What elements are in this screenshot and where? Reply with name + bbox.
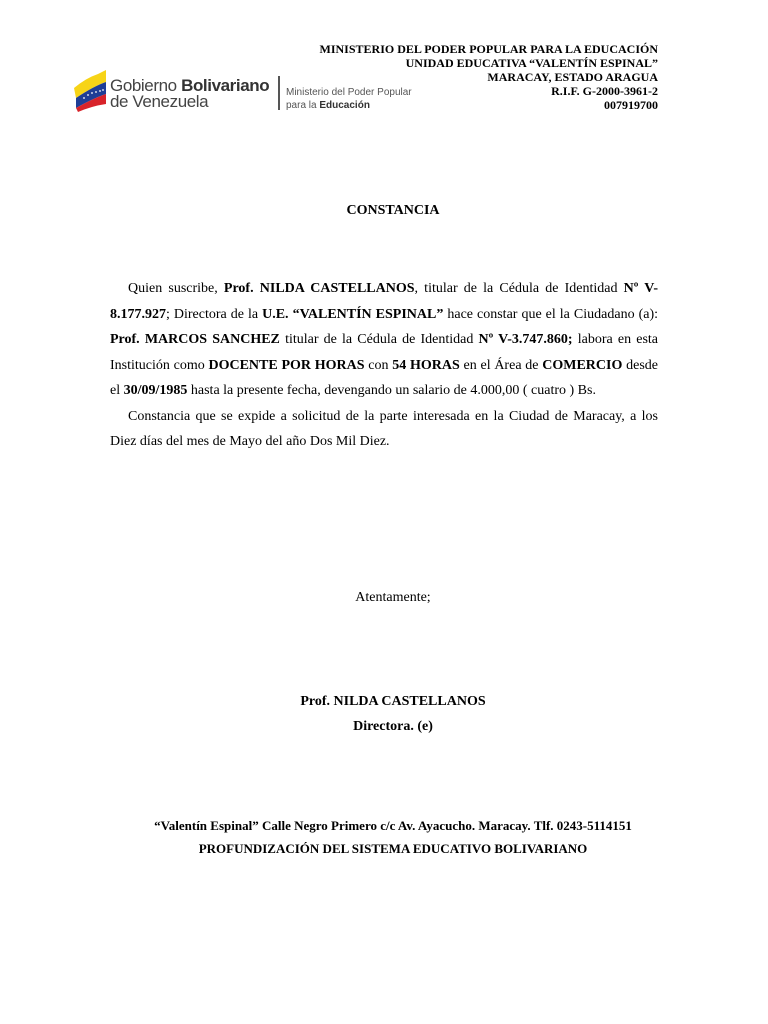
letterhead-school: UNIDAD EDUCATIVA “VALENTÍN ESPINAL” <box>405 56 658 70</box>
document-title: CONSTANCIA <box>346 203 440 218</box>
footer-motto: PROFUNDIZACIÓN DEL SISTEMA EDUCATIVO BOLIVARIANO <box>198 841 588 856</box>
logo-ministerio-text: Ministerio del Poder Popular <box>286 87 412 98</box>
signature-block <box>0 689 768 739</box>
venezuela-flag-icon <box>72 68 110 112</box>
body-paragraph-1: Quien suscribe, Prof. NILDA CASTELLANOS, titular de la Cédula de Identidad Nº V- 8.177.927; Directora de la U.E. “VALENTÍN ESPINAL” hace constar que el la Ciudadano (a): Prof. MARCOS SANCHEZ titular de la Cédula de Identidad Nº V-3.747.860; labora en esta Institución como DOCENTE POR HORAS con 54 HORAS en el Área de COMERCIO desde el 30/09/1985 hasta la presente fecha, devengando un salario de 4.000,00 ( cuatro ) Bs. <box>110 281 659 398</box>
letterhead <box>320 42 658 112</box>
logo-divider <box>278 76 280 110</box>
logo-gobierno-text: Gobierno Bolivariano <box>110 76 270 95</box>
letterhead-rif: R.I.F. G-2000-3961-2 <box>551 84 658 98</box>
document-body <box>110 276 658 455</box>
logo-educacion-text: para la Educación <box>286 100 370 111</box>
body-paragraph-2: Constancia que se expide a solicitud de la parte interesada en la Ciudad de Maracay, a los Diez días del mes de Mayo del año Dos Mil Diez. <box>110 408 658 449</box>
letterhead-code: 007919700 <box>604 98 658 112</box>
signer-title: Directora. (e) <box>353 719 433 734</box>
closing-salutation: Atentamente; <box>355 590 431 605</box>
footer-address: “Valentín Espinal” Calle Negro Primero c/c Av. Ayacucho. Maracay. Tlf. 0243-5114151 <box>154 818 632 833</box>
letterhead-location: MARACAY, ESTADO ARAGUA <box>487 70 658 84</box>
logo-venezuela-text: de Venezuela <box>110 92 209 111</box>
signer-name: Prof. NILDA CASTELLANOS <box>300 694 486 709</box>
letterhead-ministry: MINISTERIO DEL PODER POPULAR PARA LA EDUCACIÓN <box>319 42 658 56</box>
document-footer <box>0 814 768 860</box>
